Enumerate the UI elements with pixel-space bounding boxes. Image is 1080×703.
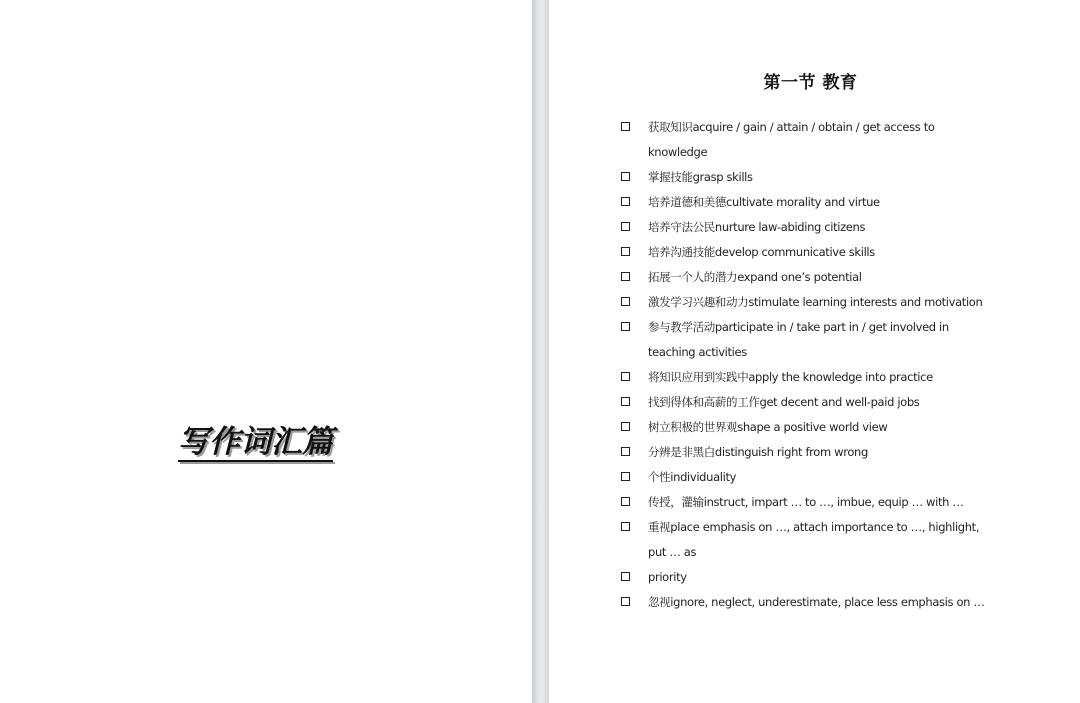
page-gutter [532, 0, 549, 703]
section-title: 第一节 教育 [763, 73, 858, 93]
list-item-text: priority [648, 570, 687, 584]
checkbox-icon [621, 297, 630, 306]
list-item-text: 个性individuality [648, 470, 737, 484]
list-item-text: 拓展一个人的潜力expand one’s potential [648, 270, 862, 284]
list-item-text: 传授，灌输instruct, impart … to …, imbue, equip … with … [648, 495, 964, 509]
list-item [621, 165, 991, 190]
list-item-text: 激发学习兴趣和动力stimulate learning interests and motivation [648, 295, 983, 309]
list-item [621, 490, 991, 515]
checkbox-icon [621, 397, 630, 406]
list-item-text: 参与教学活动participate in / take part in / get involved in teaching activities [648, 320, 949, 359]
list-item-text: 将知识应用到实践中apply the knowledge into practice [648, 370, 933, 384]
list-item-text: 树立积极的世界观shape a positive world view [648, 420, 888, 434]
checkbox-icon [621, 597, 630, 606]
checkbox-icon [621, 497, 630, 506]
list-item-text: 掌握技能grasp skills [648, 170, 753, 184]
list-item [621, 440, 991, 465]
list-item [621, 215, 991, 240]
list-item-text: 培养守法公民nurture law-abiding citizens [648, 220, 866, 234]
checkbox-icon [621, 172, 630, 181]
list-item [621, 265, 991, 290]
checkbox-icon [621, 222, 630, 231]
list-item [621, 115, 991, 165]
checkbox-icon [621, 447, 630, 456]
list-item-text: 培养道德和美德cultivate morality and virtue [648, 195, 880, 209]
list-item-text: 分辨是非黑白distinguish right from wrong [648, 445, 868, 459]
list-item-text: 重视place emphasis on …, attach importance to …, highlight, put … as [648, 520, 980, 559]
checkbox-icon [621, 472, 630, 481]
list-item [621, 515, 991, 565]
list-item [621, 190, 991, 215]
list-item [621, 315, 991, 365]
checkbox-icon [621, 572, 630, 581]
left-page [0, 0, 532, 703]
checkbox-icon [621, 272, 630, 281]
list-item-text: 找到得体和高薪的工作get decent and well-paid jobs [648, 395, 920, 409]
list-item [621, 465, 991, 490]
list-item [621, 590, 991, 615]
checkbox-icon [621, 322, 630, 331]
right-page [549, 0, 1080, 703]
vocabulary-list [621, 115, 991, 615]
list-item [621, 240, 991, 265]
list-item-text: 忽视ignore, neglect, underestimate, place less emphasis on … [648, 595, 985, 609]
list-item-text: 获取知识acquire / gain / attain / obtain / get access to knowledge [648, 120, 935, 159]
checkbox-icon [621, 422, 630, 431]
list-item-text: 培养沟通技能develop communicative skills [648, 245, 875, 259]
checkbox-icon [621, 247, 630, 256]
list-item [621, 565, 991, 590]
list-item [621, 290, 991, 315]
list-item [621, 365, 991, 390]
checkbox-icon [621, 122, 630, 131]
cover-title: 写作词汇篇 [178, 420, 333, 464]
checkbox-icon [621, 372, 630, 381]
checkbox-icon [621, 197, 630, 206]
checkbox-icon [621, 522, 630, 531]
list-item [621, 390, 991, 415]
list-item [621, 415, 991, 440]
